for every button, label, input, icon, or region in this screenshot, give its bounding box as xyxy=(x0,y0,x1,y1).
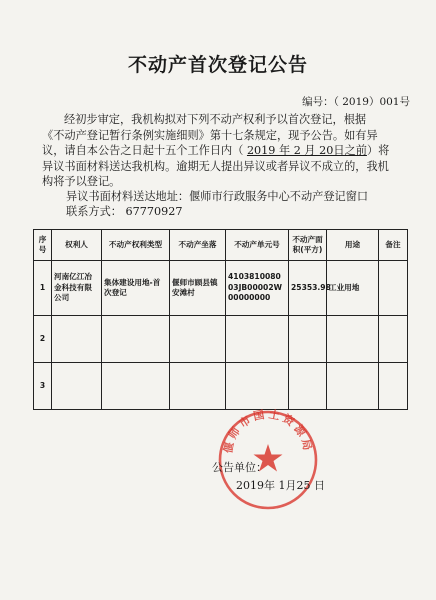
cell-note xyxy=(379,363,408,410)
cell-area: 25353.98 xyxy=(289,261,327,316)
cell-location xyxy=(170,363,226,410)
deadline-date: 2019 年 2 月 20日之前 xyxy=(246,144,367,158)
cell-note xyxy=(379,261,408,316)
cell-use xyxy=(327,316,379,363)
cell-unit-no xyxy=(226,363,289,410)
header-holder: 权利人 xyxy=(52,230,102,261)
header-location: 不动产坐落 xyxy=(170,230,226,261)
delivery-address: 异议书面材料送达地址：偃师市行政服务中心不动产登记窗口 xyxy=(66,190,369,203)
cell-holder xyxy=(52,363,102,410)
header-area: 不动产面积(平方) xyxy=(289,230,327,261)
announcement-body xyxy=(42,112,402,190)
header-right-type: 不动产权利类型 xyxy=(102,230,170,261)
registration-table xyxy=(33,229,408,410)
table-row xyxy=(34,261,408,316)
header-unit-no: 不动产单元号 xyxy=(226,230,289,261)
cell-location: 偃师市顾县镇安滩村 xyxy=(170,261,226,316)
cell-seq: 3 xyxy=(34,363,52,410)
cell-seq: 2 xyxy=(34,316,52,363)
body-line-5: 构将予以登记。 xyxy=(42,175,121,189)
seal-text: 偃师市国土资源局 xyxy=(221,408,315,455)
cell-unit-no xyxy=(226,316,289,363)
cell-unit-no: 410381008003JB00002W00000000 xyxy=(226,261,289,316)
cell-use xyxy=(327,363,379,410)
body-line-4: 异议书面材料送达我机构。逾期无人提出异议或者异议不成立的，我机 xyxy=(42,159,389,173)
cell-right-type xyxy=(102,363,170,410)
body-line-2: 《不动产登记暂行条例实施细则》第十七条规定，现予公告。如有异 xyxy=(42,128,378,142)
cell-holder xyxy=(52,316,102,363)
body-line-1: 经初步审定，我机构拟对下列不动产权利予以首次登记，根据 xyxy=(64,113,367,126)
document-number: 编号：（ 2019）001号 xyxy=(302,96,410,108)
cell-area xyxy=(289,363,327,410)
announcer-label: 公告单位： xyxy=(212,461,267,474)
body-line-3: 议，请自本公告之日起十五个工作日内（ 2019 年 2 月 20日之前）将 xyxy=(42,144,390,158)
cell-note xyxy=(379,316,408,363)
cell-use: 工业用地 xyxy=(327,261,379,316)
cell-location xyxy=(170,316,226,363)
cell-right-type: 集体建设用地-首次登记 xyxy=(102,261,170,316)
table-header-row xyxy=(34,230,408,261)
announcement-date: 2019年 1月25 日 xyxy=(236,479,325,492)
header-note: 备注 xyxy=(379,230,408,261)
contact-info: 联系方式： 67770927 xyxy=(66,205,183,218)
cell-right-type xyxy=(102,316,170,363)
cell-holder: 河南亿江冶金科技有限公司 xyxy=(52,261,102,316)
table-row xyxy=(34,316,408,363)
header-use: 用途 xyxy=(327,230,379,261)
cell-seq: 1 xyxy=(34,261,52,316)
table-row xyxy=(34,363,408,410)
cell-area xyxy=(289,316,327,363)
document-title: 不动产首次登记公告 xyxy=(127,54,308,76)
header-seq: 序号 xyxy=(34,230,52,261)
